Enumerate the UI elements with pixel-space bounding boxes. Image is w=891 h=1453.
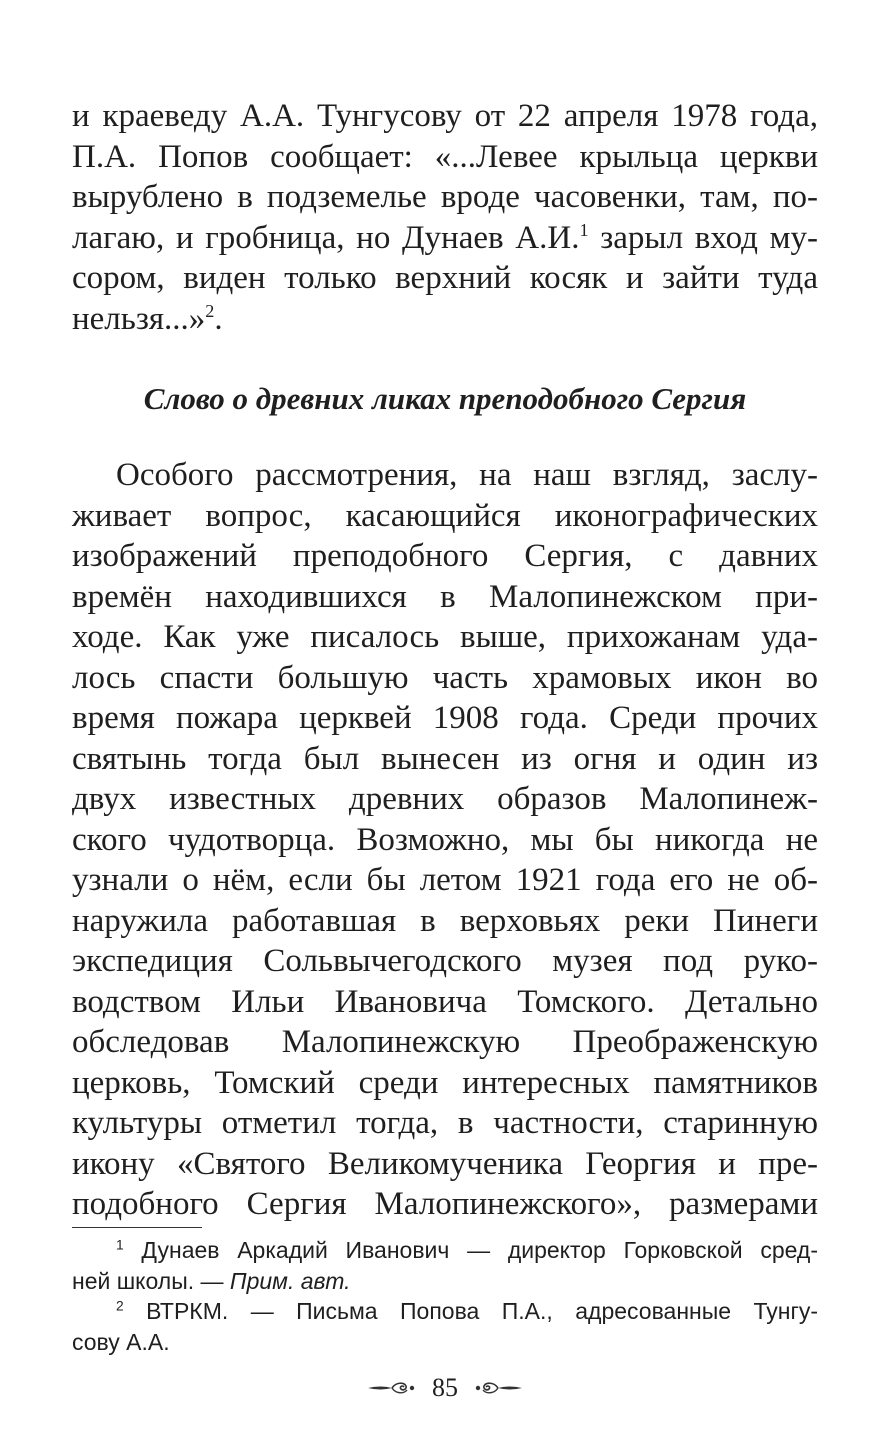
page-number: 85 (432, 1373, 458, 1402)
text-line: живает вопрос, касающийся иконографических (72, 497, 818, 534)
text-line: культуры отметил тогда, в частности, старинную (72, 1105, 818, 1141)
footnote-text: ВТРКМ. — Письма Попова П.А., адресованные Тунгу- (123, 1298, 818, 1324)
text-line: подобного Сергия Малопинежского», размерами (72, 1186, 818, 1222)
text-line: вырублено в подземелье вроде часовенки, там, по- (72, 179, 818, 215)
fleuron-left-icon (366, 1381, 420, 1395)
text-line: обследовав Малопинежскую Преображенскую (72, 1024, 818, 1060)
fleuron-right-icon (470, 1381, 524, 1395)
text-line: узнали о нём, если бы летом 1921 года его не об- (72, 862, 818, 898)
footnotes (72, 1235, 818, 1357)
text-fragment: . (214, 300, 223, 337)
footnote-ref-2[interactable]: 2 (205, 300, 215, 321)
footnote-note: Прим. авт. (229, 1267, 351, 1294)
text-line: время пожара церквей 1908 года. Среди прочих (72, 700, 818, 736)
text-line: экспедиция Сольвычегодского музея под руко- (72, 943, 818, 979)
footnote-text: ней школы. — (72, 1267, 230, 1294)
text-line: водством Ильи Ивановича Томского. Детально (72, 983, 818, 1020)
paragraph-body (72, 455, 818, 1225)
footnote-mark: 2 (116, 1298, 124, 1314)
page-footer (72, 1368, 818, 1408)
text-line: лось спасти большую часть храмовых икон во (72, 659, 818, 696)
paragraph-continuation (72, 96, 818, 339)
text-fragment: зарыл вход му- (588, 219, 818, 256)
text-line-with-footnote (72, 218, 818, 259)
text-line: и краеведу А.А. Тунгусову от 22 апреля 1978 года, (72, 98, 818, 134)
text-line: П.А. Попов сообщает: «...Левее крыльца церкви (72, 138, 818, 175)
footnote-2 (72, 1296, 818, 1327)
footnote-1 (72, 1235, 818, 1266)
text-line: икону «Святого Великомученика Георгия и пре- (72, 1145, 818, 1182)
section-heading: Слово о древних ликах преподобного Сергия (143, 381, 747, 416)
footnote-text: Дунаев Аркадий Иванович — директор Горковской сред- (123, 1237, 818, 1263)
text-line: наружила работавшая в верховьях реки Пинеги (72, 902, 818, 939)
text-line: изображений преподобного Сергия, с давних (72, 538, 818, 574)
footnote-divider (72, 1227, 202, 1228)
footnote-1-cont (72, 1266, 818, 1297)
text-line: святынь тогда был вынесен из огня и один из (72, 740, 818, 777)
text-line: ского чудотворца. Возможно, мы бы никогда не (72, 821, 818, 858)
text-line: ходе. Как уже писалось выше, прихожанам уда- (72, 619, 818, 655)
text-line: двух известных древних образов Малопинеж- (72, 781, 818, 817)
footnote-mark: 1 (116, 1237, 124, 1253)
footnote-ref-1[interactable]: 1 (579, 219, 589, 240)
text-fragment: лагаю, и гробница, но Дунаев А.И. (72, 219, 580, 256)
footnote-2-cont: сову А.А. (72, 1328, 170, 1355)
text-line-with-footnote (72, 299, 818, 340)
text-fragment: нельзя...» (72, 300, 206, 337)
text-line: времён находившихся в Малопинежском при- (72, 578, 818, 615)
text-line: Особого рассмотрения, на наш взгляд, заслу- (116, 457, 818, 493)
text-line: церковь, Томский среди интересных памятников (72, 1064, 818, 1101)
text-line: сором, виден только верхний косяк и зайти туда (72, 260, 818, 296)
